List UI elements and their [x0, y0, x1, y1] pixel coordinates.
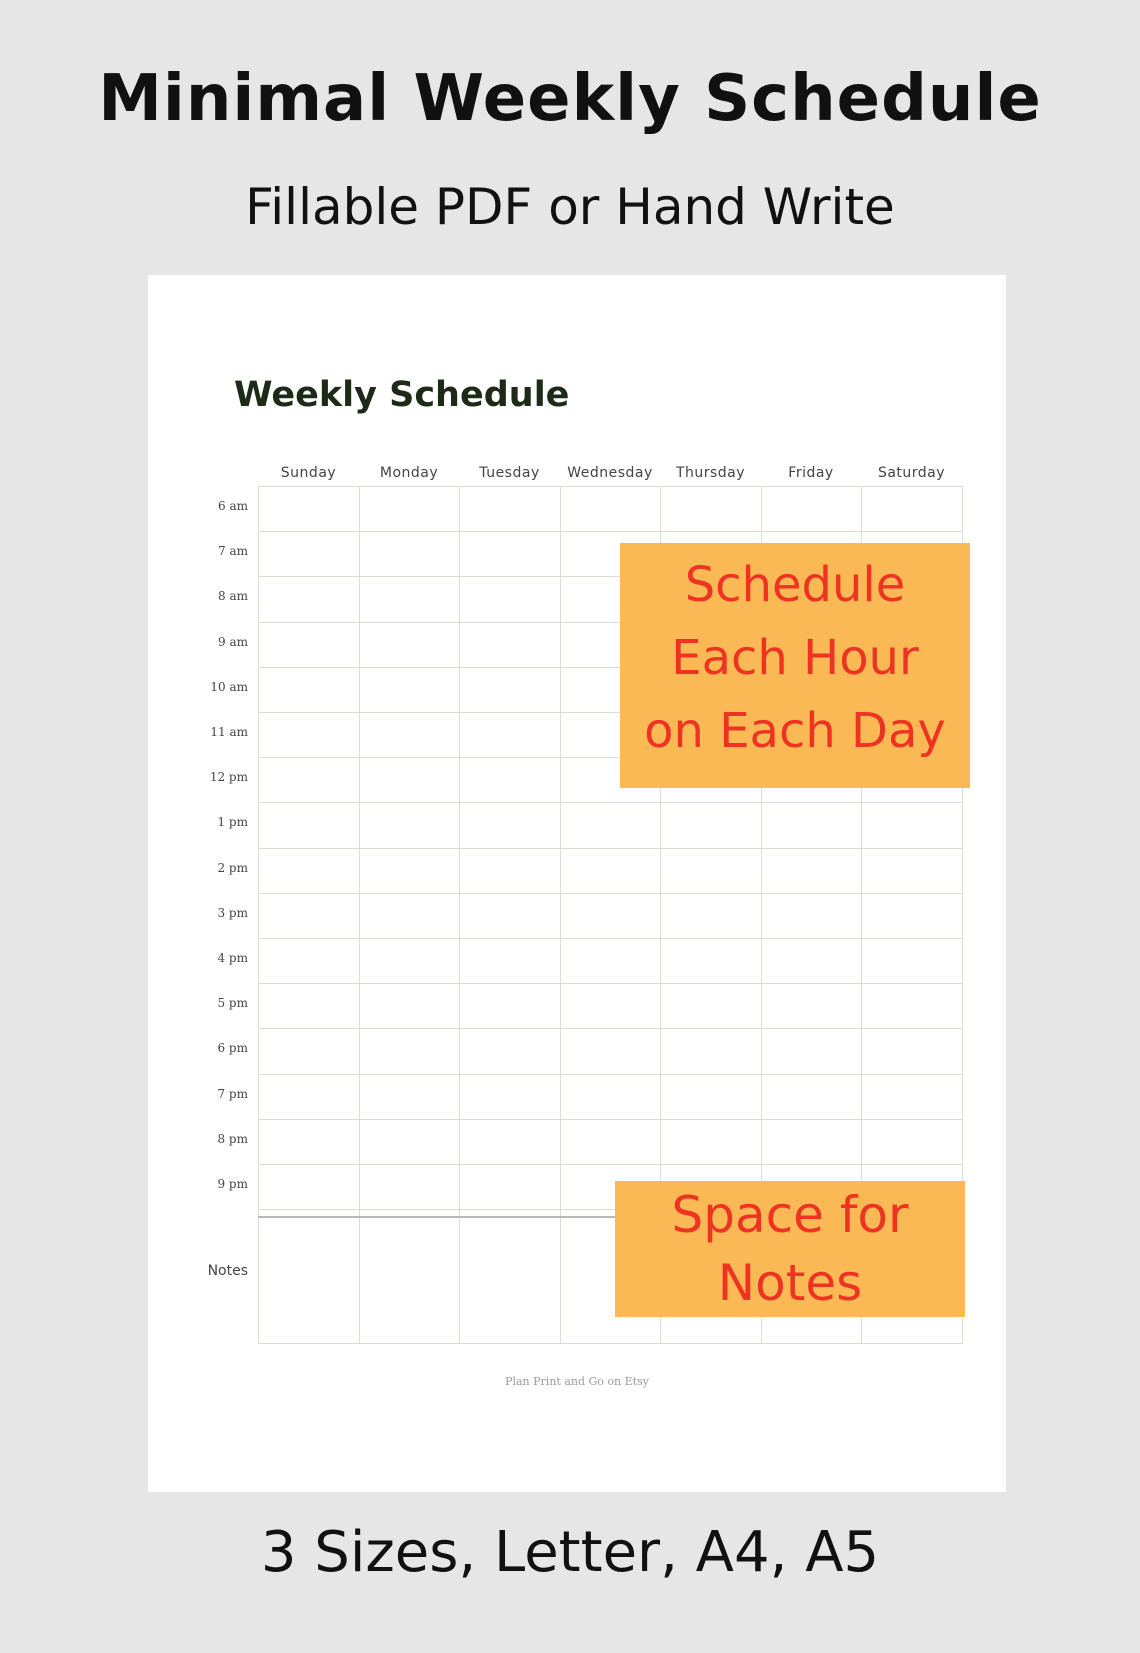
schedule-cell[interactable] — [761, 802, 863, 848]
schedule-cell[interactable] — [459, 848, 561, 894]
callout-line: on Each Day — [644, 703, 946, 759]
schedule-cell[interactable] — [359, 802, 461, 848]
schedule-cell[interactable] — [359, 893, 461, 939]
schedule-cell[interactable] — [560, 486, 662, 532]
schedule-cell[interactable] — [560, 802, 662, 848]
schedule-cell[interactable] — [861, 938, 963, 984]
schedule-cell[interactable] — [359, 1074, 461, 1120]
day-header-wednesday: Wednesday — [567, 465, 653, 481]
time-label: 4 pm — [217, 951, 248, 965]
time-label: 5 pm — [217, 996, 248, 1011]
schedule-cell[interactable] — [359, 983, 461, 1029]
schedule-cell[interactable] — [660, 848, 762, 894]
schedule-cell[interactable] — [761, 486, 863, 532]
schedule-cell[interactable] — [258, 576, 360, 622]
time-label: 6 am — [218, 499, 248, 513]
schedule-cell[interactable] — [359, 712, 461, 758]
schedule-cell[interactable] — [459, 983, 561, 1029]
schedule-cell[interactable] — [560, 848, 662, 894]
day-header-sunday: Sunday — [280, 465, 337, 481]
schedule-cell[interactable] — [761, 1119, 863, 1165]
notes-cell[interactable] — [258, 1209, 360, 1344]
schedule-cell[interactable] — [359, 576, 461, 622]
schedule-cell[interactable] — [560, 1119, 662, 1165]
callout-line: Each Hour — [671, 630, 919, 686]
time-label: 2 pm — [217, 860, 248, 875]
schedule-cell[interactable] — [258, 1028, 360, 1074]
time-label: 6 pm — [217, 1041, 248, 1056]
schedule-sheet — [148, 275, 1006, 1492]
schedule-cell[interactable] — [258, 802, 360, 848]
callout-line: Space for — [671, 1186, 909, 1244]
schedule-cell[interactable] — [761, 1028, 863, 1074]
schedule-cell[interactable] — [258, 938, 360, 984]
time-label: 1 pm — [217, 815, 248, 830]
schedule-cell[interactable] — [861, 1119, 963, 1165]
schedule-cell[interactable] — [459, 1074, 561, 1120]
page-subtitle: Fillable PDF or Hand Write — [245, 178, 895, 236]
time-label: 10 am — [210, 679, 248, 694]
schedule-cell[interactable] — [761, 983, 863, 1029]
time-label: 7 am — [218, 544, 248, 559]
schedule-cell[interactable] — [459, 1119, 561, 1165]
schedule-cell[interactable] — [459, 667, 561, 713]
schedule-cell[interactable] — [560, 1028, 662, 1074]
time-label: 8 am — [218, 589, 248, 604]
callout-line: Notes — [717, 1254, 863, 1312]
schedule-cell[interactable] — [660, 802, 762, 848]
schedule-cell[interactable] — [258, 622, 360, 668]
notes-cell[interactable] — [359, 1209, 461, 1344]
schedule-cell[interactable] — [459, 531, 561, 577]
schedule-cell[interactable] — [359, 622, 461, 668]
schedule-cell[interactable] — [459, 802, 561, 848]
schedule-cell[interactable] — [861, 486, 963, 532]
schedule-cell[interactable] — [660, 1028, 762, 1074]
schedule-cell[interactable] — [258, 983, 360, 1029]
schedule-cell[interactable] — [258, 848, 360, 894]
schedule-cell[interactable] — [459, 757, 561, 803]
schedule-cell[interactable] — [761, 938, 863, 984]
credit-text: Plan Print and Go on Etsy — [505, 1375, 649, 1388]
time-label: 8 pm — [217, 1131, 248, 1146]
schedule-cell[interactable] — [861, 893, 963, 939]
schedule-cell[interactable] — [359, 757, 461, 803]
schedule-cell[interactable] — [459, 938, 561, 984]
schedule-cell[interactable] — [359, 1164, 461, 1210]
day-header-tuesday: Tuesday — [479, 465, 540, 481]
schedule-cell[interactable] — [359, 667, 461, 713]
schedule-cell[interactable] — [660, 893, 762, 939]
day-header-friday: Friday — [788, 465, 834, 481]
schedule-cell[interactable] — [660, 938, 762, 984]
schedule-cell[interactable] — [861, 802, 963, 848]
schedule-cell[interactable] — [459, 486, 561, 532]
time-label: 11 am — [210, 725, 248, 739]
schedule-cell[interactable] — [258, 1119, 360, 1165]
callout-schedule-each-hour — [620, 543, 970, 788]
day-header-thursday: Thursday — [675, 465, 746, 481]
notes-label: Notes — [207, 1263, 248, 1279]
schedule-cell[interactable] — [359, 938, 461, 984]
notes-cell[interactable] — [459, 1209, 561, 1344]
day-header-monday: Monday — [379, 465, 439, 481]
schedule-cell[interactable] — [459, 893, 561, 939]
schedule-cell[interactable] — [359, 531, 461, 577]
schedule-cell[interactable] — [861, 1074, 963, 1120]
time-label: 7 pm — [217, 1086, 248, 1101]
schedule-cell[interactable] — [459, 622, 561, 668]
schedule-cell[interactable] — [861, 848, 963, 894]
schedule-cell[interactable] — [459, 1164, 561, 1210]
callout-space-for-notes — [615, 1181, 965, 1317]
schedule-cell[interactable] — [258, 1164, 360, 1210]
time-label: 9 pm — [217, 1177, 248, 1191]
schedule-cell[interactable] — [660, 1119, 762, 1165]
page-title: Minimal Weekly Schedule — [98, 62, 1042, 136]
schedule-cell[interactable] — [761, 1074, 863, 1120]
schedule-cell[interactable] — [359, 1119, 461, 1165]
day-header-saturday: Saturday — [877, 465, 946, 481]
schedule-cell[interactable] — [761, 893, 863, 939]
schedule-cell[interactable] — [761, 848, 863, 894]
schedule-cell[interactable] — [560, 938, 662, 984]
schedule-cell[interactable] — [258, 893, 360, 939]
time-label: 3 pm — [217, 905, 248, 920]
schedule-cell[interactable] — [258, 667, 360, 713]
schedule-cell[interactable] — [258, 757, 360, 803]
schedule-cell[interactable] — [359, 1028, 461, 1074]
callout-line: Schedule — [684, 557, 906, 613]
schedule-cell[interactable] — [359, 486, 461, 532]
schedule-cell[interactable] — [459, 576, 561, 622]
schedule-cell[interactable] — [560, 893, 662, 939]
schedule-cell[interactable] — [359, 848, 461, 894]
schedule-cell[interactable] — [660, 486, 762, 532]
schedule-cell[interactable] — [459, 1028, 561, 1074]
sizes-caption: 3 Sizes, Letter, A4, A5 — [260, 1520, 880, 1585]
time-label: 9 am — [218, 634, 248, 649]
schedule-cell[interactable] — [258, 531, 360, 577]
sheet-title: Weekly Schedule — [234, 375, 570, 415]
schedule-cell[interactable] — [459, 712, 561, 758]
schedule-cell[interactable] — [258, 712, 360, 758]
schedule-cell[interactable] — [861, 983, 963, 1029]
schedule-cell[interactable] — [258, 1074, 360, 1120]
schedule-cell[interactable] — [258, 486, 360, 532]
schedule-cell[interactable] — [560, 983, 662, 1029]
time-label: 12 pm — [209, 770, 248, 785]
schedule-cell[interactable] — [660, 1074, 762, 1120]
schedule-cell[interactable] — [660, 983, 762, 1029]
schedule-cell[interactable] — [560, 1074, 662, 1120]
schedule-cell[interactable] — [861, 1028, 963, 1074]
